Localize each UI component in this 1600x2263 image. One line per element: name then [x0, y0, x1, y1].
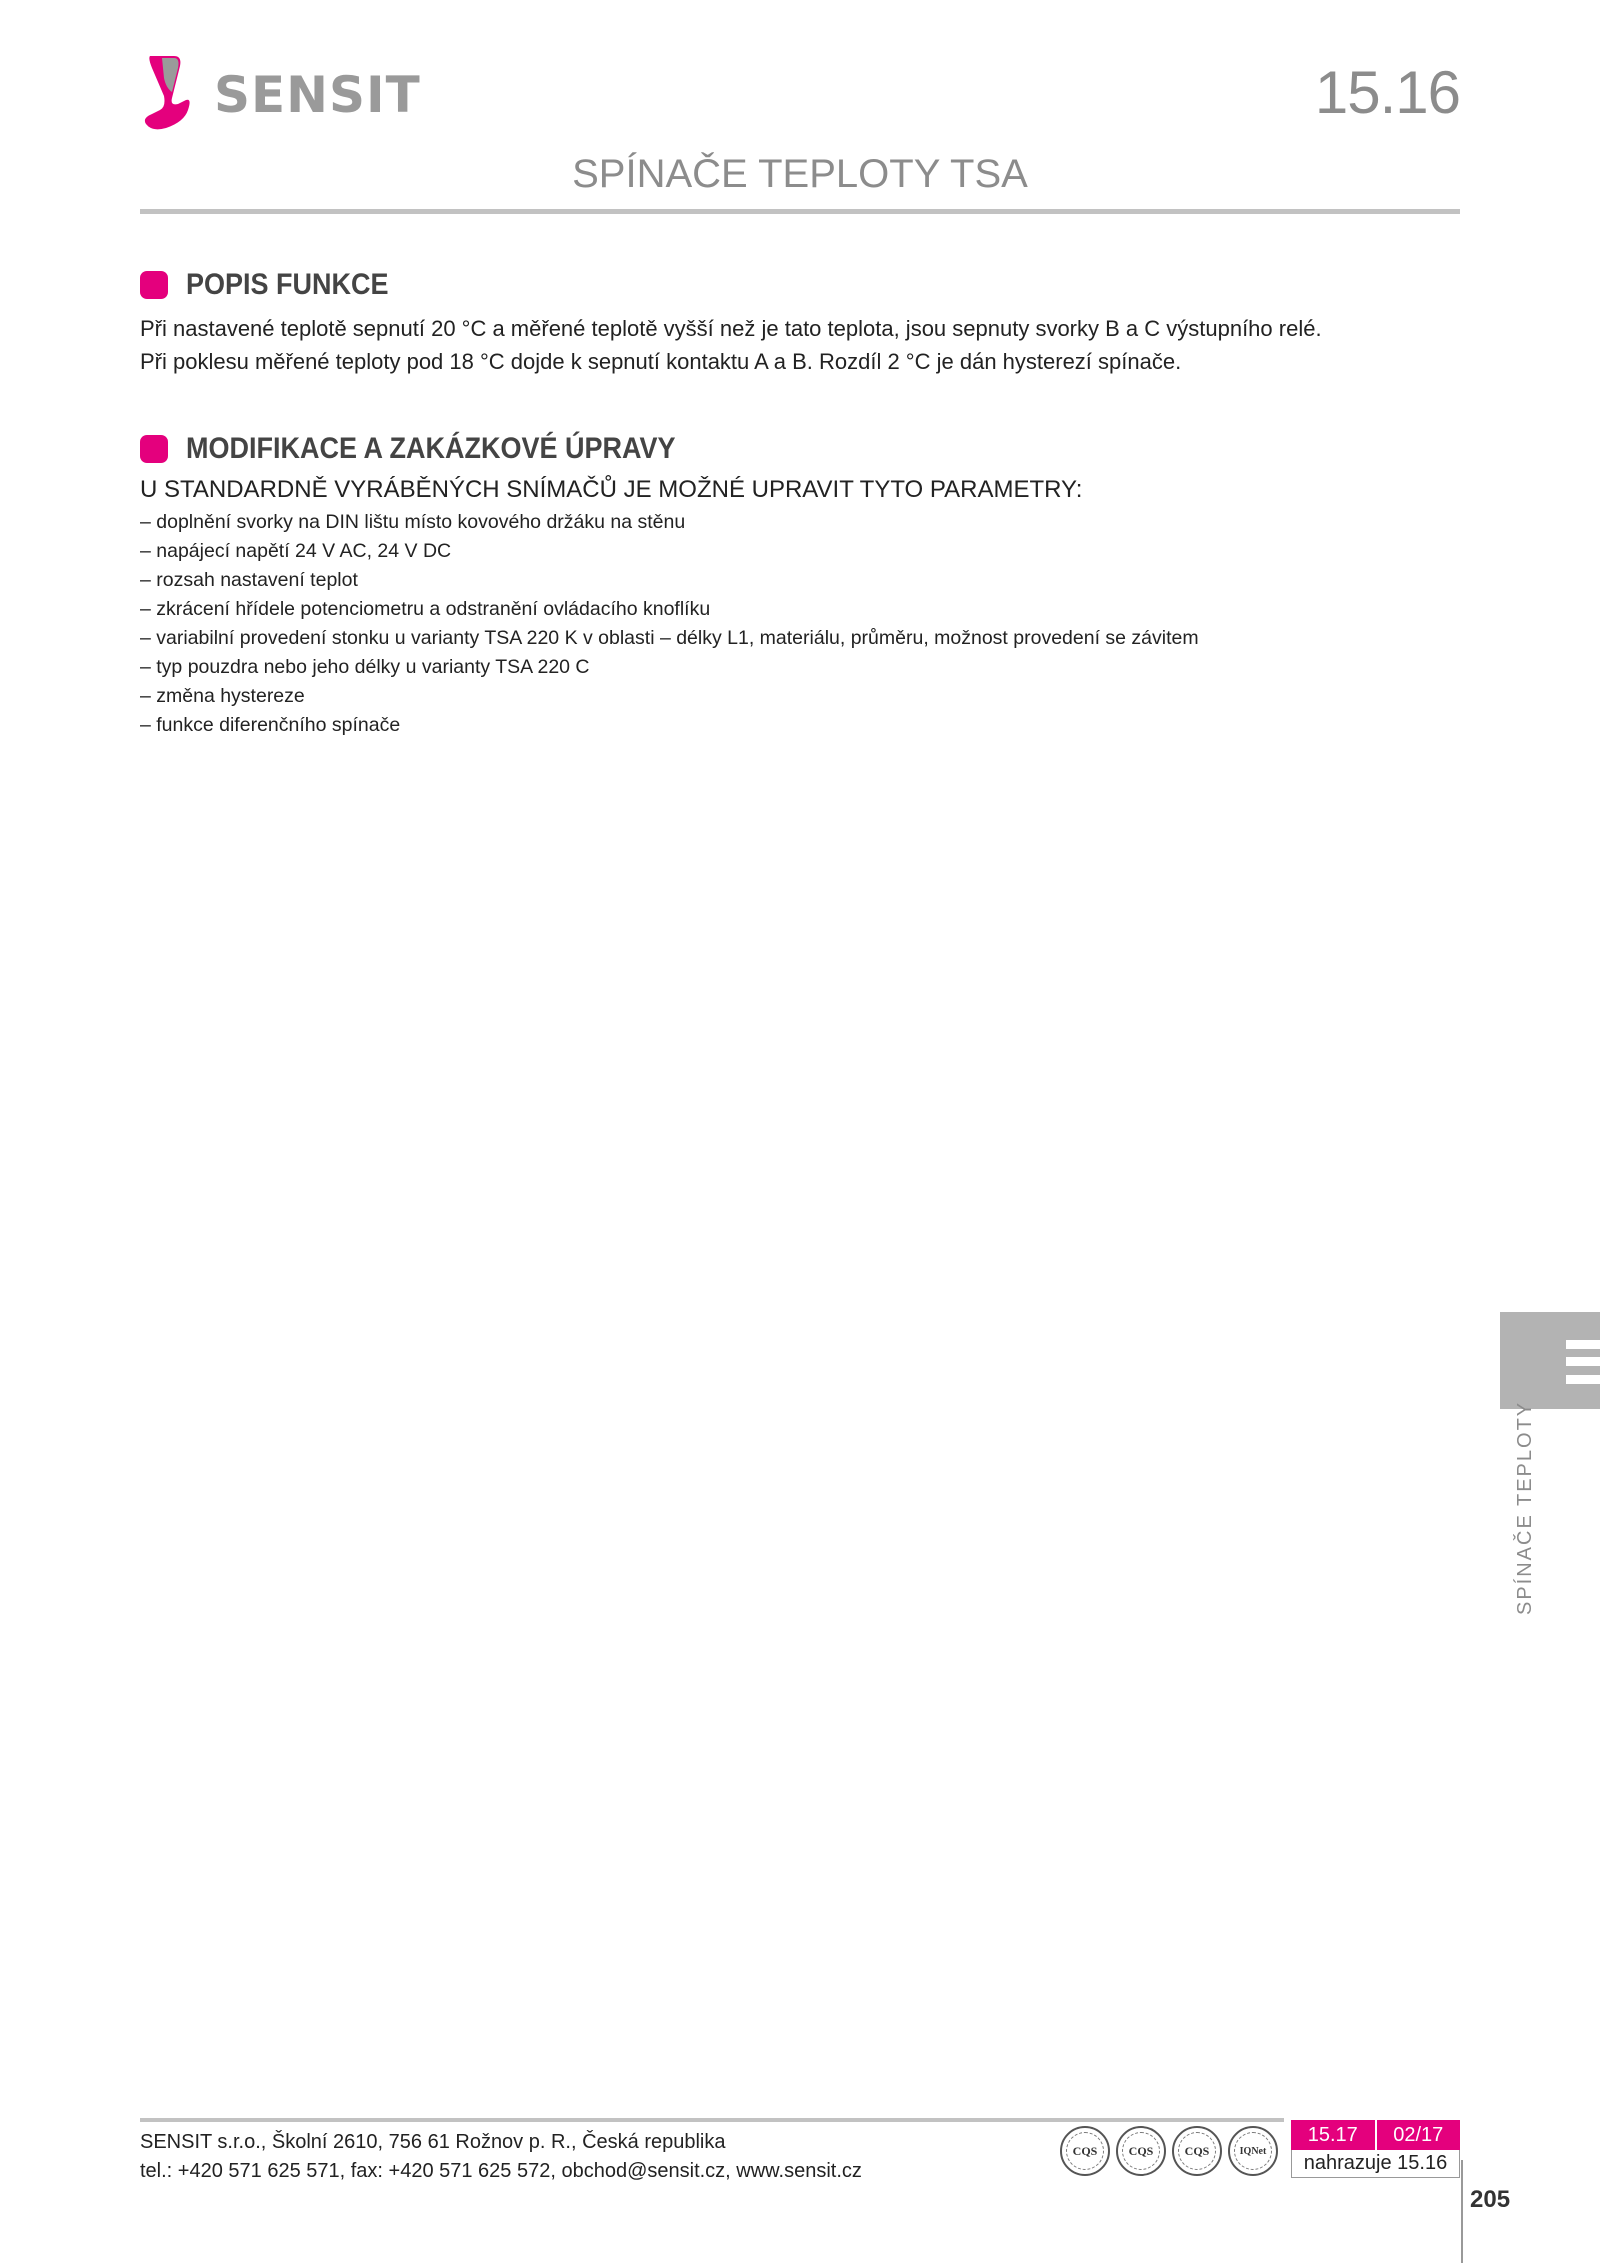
list-item: – napájecí napětí 24 V AC, 24 V DC: [140, 540, 452, 562]
paragraph-line: Při poklesu měřené teploty pod 18 °C dojde k sepnutí kontaktu A a B. Rozdíl 2 °C je dán hysterezí spínače.: [140, 349, 1182, 374]
letter-bar: [1566, 1375, 1600, 1384]
section-bullet-icon: [140, 435, 168, 463]
list-item: – rozsah nastavení teplot: [140, 569, 358, 591]
sensit-logo-graphic: [140, 52, 440, 132]
section-title: MODIFIKACE A ZAKÁZKOVÉ ÚPRAVY: [186, 432, 676, 465]
cqs-certificate-icon: CQS: [1060, 2126, 1110, 2176]
section-header-function: [140, 268, 411, 302]
version-number: 15.17: [1291, 2120, 1375, 2150]
page-number-divider: [1461, 2160, 1463, 2263]
version-box: [1291, 2120, 1460, 2178]
list-item: – zkrácení hřídele potenciometru a odstranění ovládacího knoflíku: [140, 598, 711, 620]
page-title: SPÍNAČE TEPLOTY TSA: [572, 152, 1028, 196]
section-subtitle: U STANDARDNĚ VYRÁBĚNÝCH SNÍMAČŮ JE MOŽNÉ UPRAVIT TYTO PARAMETRY:: [140, 476, 1083, 503]
letter-bar: [1566, 1340, 1600, 1349]
paragraph-line: Při nastavené teplotě sepnutí 20 °C a měřené teplotě vyšší než je tato teplota, jsou sepnuty svorky B a C výstupního relé.: [140, 316, 1322, 341]
chapter-label: SPÍNAČE TEPLOTY: [1514, 1400, 1536, 1615]
company-address: SENSIT s.r.o., Školní 2610, 756 61 Rožnov p. R., Česká republika: [140, 2131, 726, 2153]
page-number: 205: [1470, 2186, 1511, 2213]
page-code: 15.16: [1314, 59, 1460, 126]
svg-text:SENSIT: SENSIT: [214, 66, 421, 124]
footer-divider: [140, 2118, 1284, 2122]
list-item: – změna hystereze: [140, 685, 305, 707]
list-item: – variabilní provedení stonku u varianty TSA 220 K v oblasti – délky L1, materiálu, průměru, možnost provedení se závitem: [140, 627, 1199, 649]
cqs-certificate-icon: CQS: [1172, 2126, 1222, 2176]
company-info: [140, 2128, 862, 2186]
sensit-logo: [140, 52, 440, 132]
function-description: [140, 312, 1440, 378]
list-item: – funkce diferenčního spínače: [140, 714, 401, 736]
certification-badges: [1060, 2126, 1278, 2176]
cqs-certificate-icon: CQS: [1116, 2126, 1166, 2176]
modification-list: [140, 508, 1199, 740]
iqnet-certificate-icon: IQNet: [1228, 2126, 1278, 2176]
list-item: – doplnění svorky na DIN lištu místo kovového držáku na stěnu: [140, 511, 686, 533]
section-header-modifications: [140, 432, 730, 466]
section-title: POPIS FUNKCE: [186, 268, 389, 301]
section-bullet-icon: [140, 271, 168, 299]
list-item: – typ pouzdra nebo jeho délky u varianty TSA 220 C: [140, 656, 590, 678]
replaces-version: nahrazuje 15.16: [1291, 2150, 1460, 2178]
letter-bar: [1566, 1357, 1600, 1366]
company-contact: tel.: +420 571 625 571, fax: +420 571 625 572, obchod@sensit.cz, www.sensit.cz: [140, 2160, 862, 2182]
version-date: 02/17: [1375, 2120, 1461, 2150]
chapter-letter-icon: [1566, 1340, 1600, 1384]
title-divider: [140, 209, 1460, 214]
